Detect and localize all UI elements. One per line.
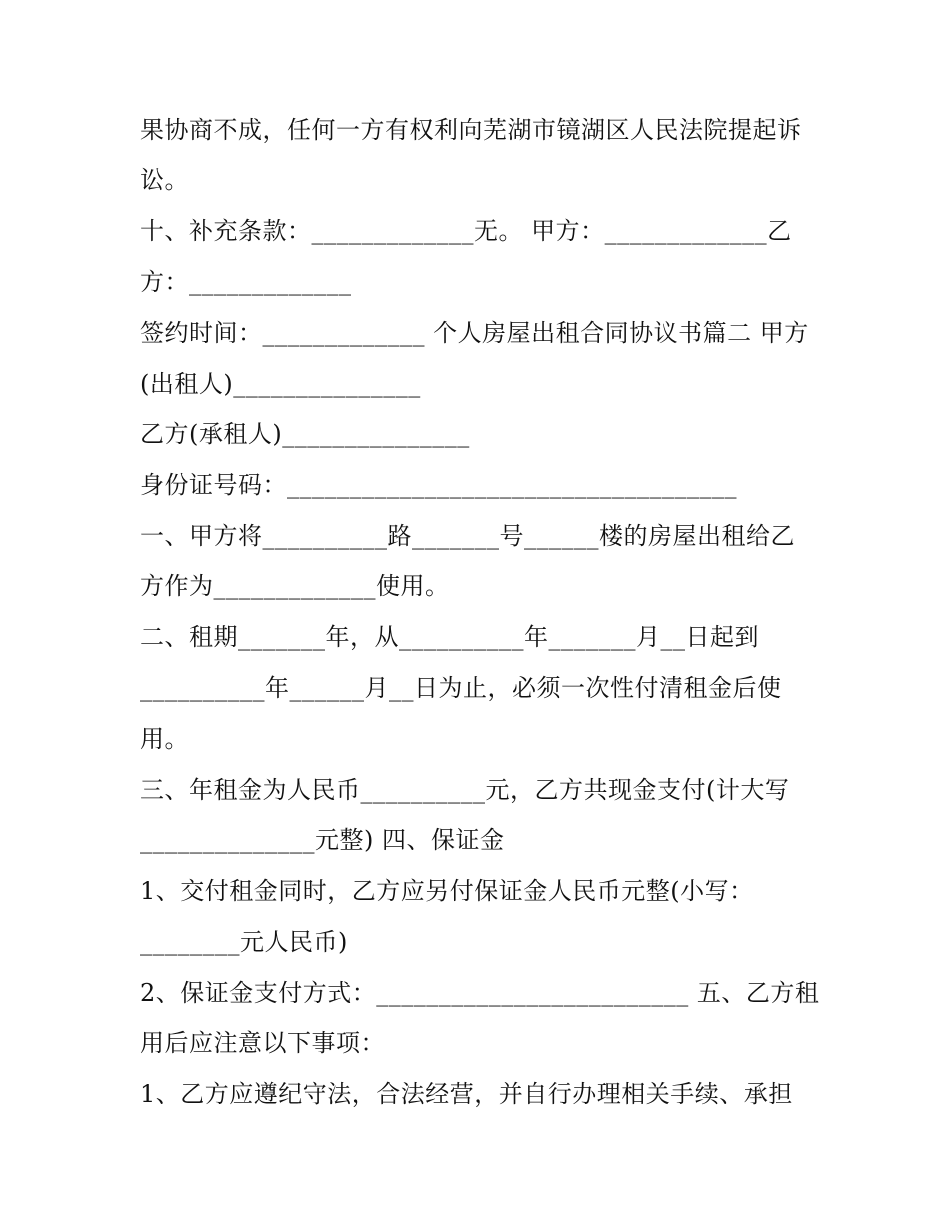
text-line: 果协商不成，任何一方有权利向芜湖市镜湖区人民法院提起诉 bbox=[140, 116, 802, 144]
text-line: 乙方(承租人)_______________ bbox=[140, 420, 470, 448]
text-line: ______________元整) 四、保证金 bbox=[140, 826, 505, 854]
text-line: 用。 bbox=[140, 725, 189, 753]
text-line: 二、租期_______年，从__________年_______月__日起到 bbox=[140, 623, 759, 651]
text-line: 讼。 bbox=[140, 166, 189, 194]
text-line: 1、乙方应遵纪守法，合法经营，并自行办理相关手续、承担 bbox=[140, 1080, 793, 1108]
text-line: 签约时间：_____________ 个人房屋出租合同协议书篇二 甲方 bbox=[140, 319, 809, 347]
text-line: 方作为_____________使用。 bbox=[140, 572, 450, 600]
text-line: 用后应注意以下事项： bbox=[140, 1029, 385, 1057]
text-line: __________年______月__日为止，必须一次性付清租金后使 bbox=[140, 674, 782, 702]
text-line: 身份证号码：____________________________________ bbox=[140, 471, 737, 499]
text-line: 方：_____________ bbox=[140, 268, 352, 296]
text-line: 十、补充条款：_____________无。 甲方：_____________乙 bbox=[140, 217, 792, 245]
text-line: 三、年租金为人民币__________元，乙方共现金支付(计大写 bbox=[140, 776, 790, 804]
text-line: 1、交付租金同时，乙方应另付保证金人民币元整(小写： bbox=[140, 877, 754, 905]
text-line: (出租人)_______________ bbox=[140, 370, 421, 398]
text-line: ________元人民币) bbox=[140, 928, 348, 956]
text-line: 一、甲方将__________路_______号______楼的房屋出租给乙 bbox=[140, 522, 795, 550]
text-line: 2、保证金支付方式：_________________________ 五、乙方租 bbox=[140, 979, 820, 1007]
